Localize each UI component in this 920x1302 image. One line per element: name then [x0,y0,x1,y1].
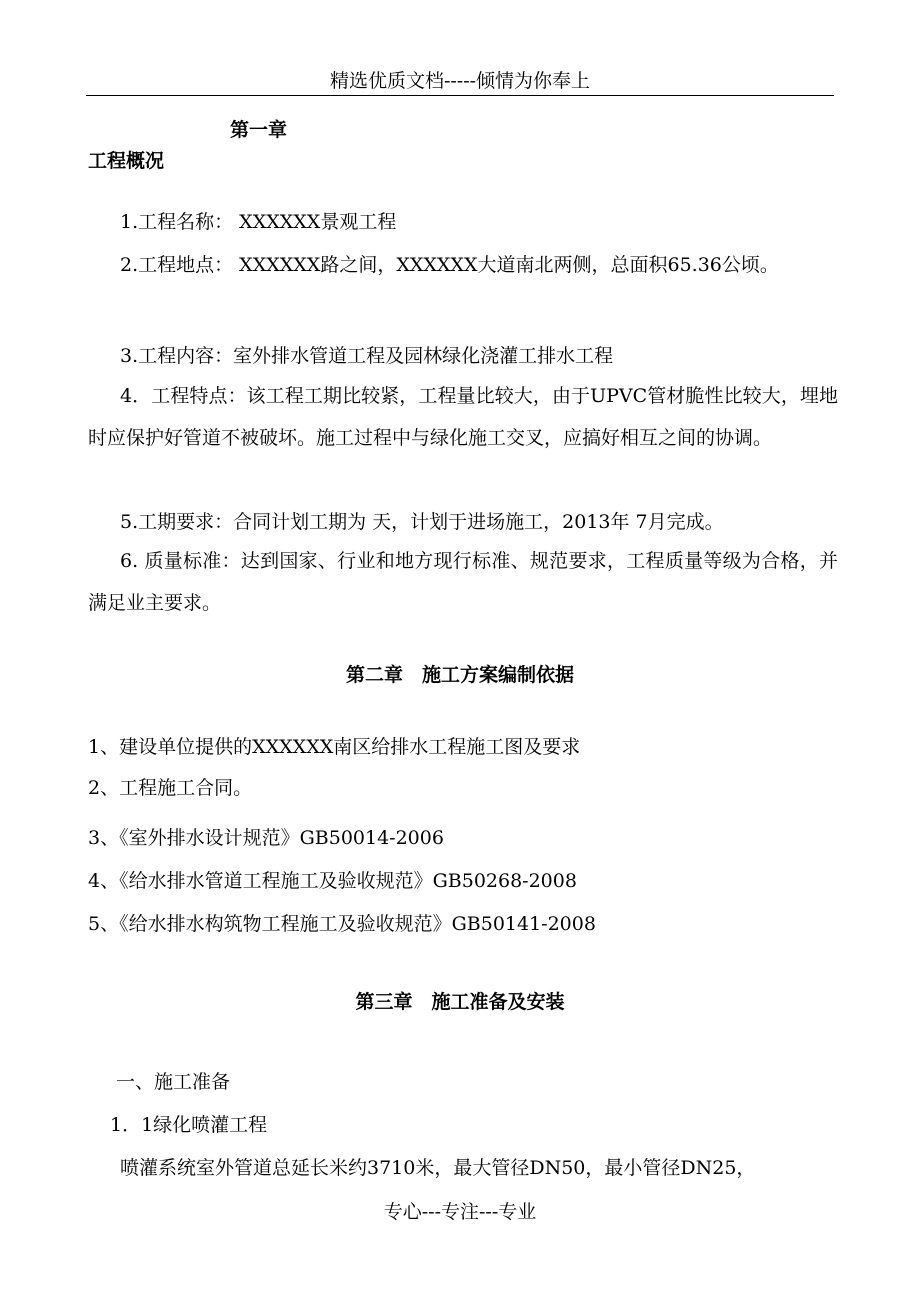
c1-item-3: 3.工程内容：室外排水管道工程及园林绿化浇灌工排水工程 [120,345,614,367]
c1-item-4: 4．工程特点：该工程工期比较紧，工程量比较大，由于UPVC管材脆性比较大，埋地时应保护好管道不被破坏。施工过程中与绿化施工交叉，应搞好相互之间的协调。 [88,385,838,449]
c1-item-6: 6. 质量标准：达到国家、行业和地方现行标准、规范要求，工程质量等级为合格，并满足业主要求。 [88,550,838,614]
page-footer: 专心---专注---专业 [383,1201,537,1223]
chapter1-subtitle: 工程概况 [88,150,165,172]
c1-item-1: 1.工程名称： XXXXXX景观工程 [120,211,397,233]
chapter1-title: 第一章 [230,119,288,141]
header-rule [86,95,834,96]
c2-item-1: 1、建设单位提供的XXXXXX南区给排水工程施工图及要求 [88,736,581,758]
c2-item-3: 3、《室外排水设计规范》GB50014-2006 [88,827,444,849]
c1-item-5: 5.工期要求：合同计划工期为 天，计划于进场施工，2013年 7月完成。 [120,511,724,533]
c2-item-2: 2、工程施工合同。 [88,777,253,799]
c2-item-5: 5、《给水排水构筑物工程施工及验收规范》GB50141-2008 [88,913,596,935]
c3-text: 喷灌系统室外管道总延长米约3710米，最大管径DN50，最小管径DN25， [120,1157,756,1179]
chapter3-title: 第三章 施工准备及安装 [355,991,565,1013]
c2-item-4: 4、《给水排水管道工程施工及验收规范》GB50268-2008 [88,870,577,892]
chapter2-title: 第二章 施工方案编制依据 [345,664,574,686]
page-header: 精选优质文档-----倾情为你奉上 [329,70,591,92]
c1-item-2: 2.工程地点： XXXXXX路之间，XXXXXX大道南北两侧，总面积65.36公顷。 [120,254,779,276]
c3-subsection: 1．1绿化喷灌工程 [110,1114,268,1136]
c3-section: 一、施工准备 [116,1071,231,1093]
